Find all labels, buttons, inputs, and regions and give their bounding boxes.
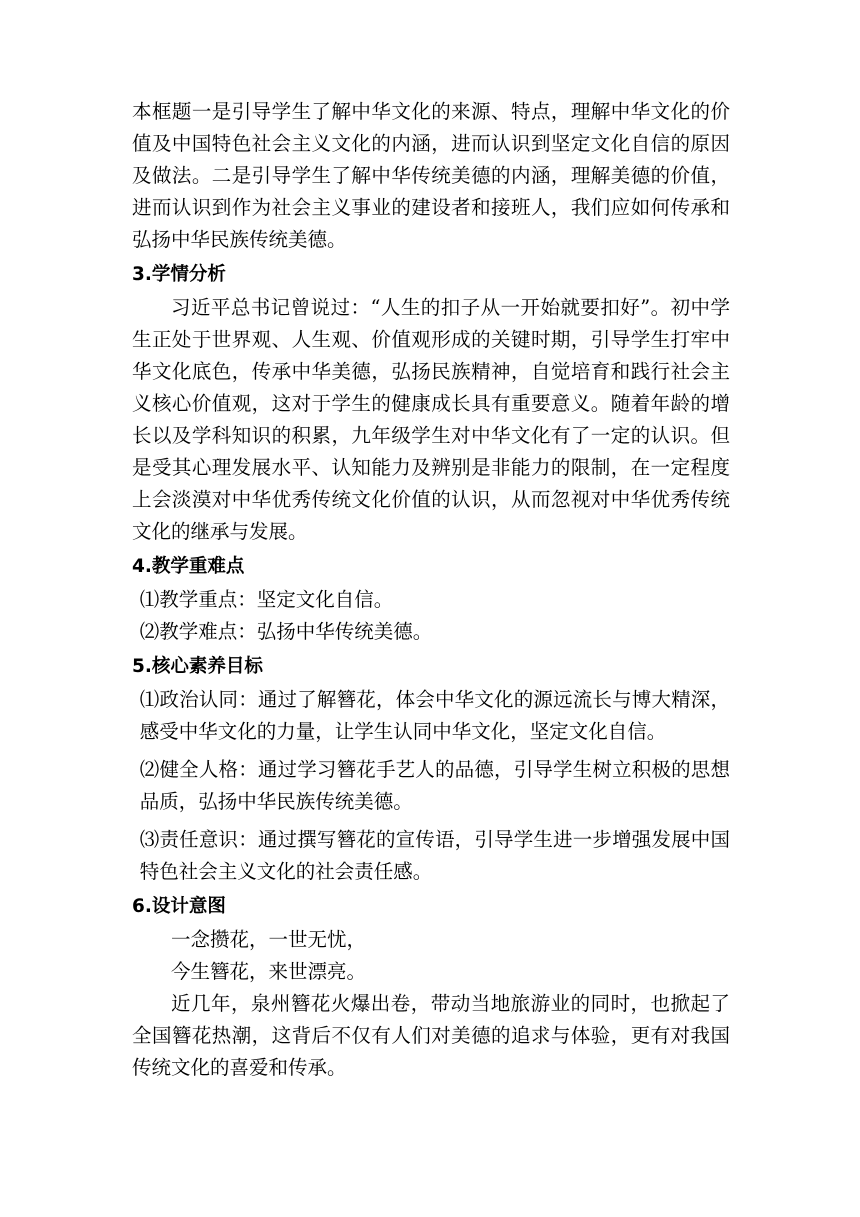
difficult-point-item: ⑵教学难点：弘扬中华传统美德。 <box>139 620 433 643</box>
section-heading-design-intent: 6.设计意图 <box>132 896 226 917</box>
poem-line: 一念攒花，一世无忧， <box>171 928 367 951</box>
learning-analysis-paragraph: 习近平总书记曾说过：“人生的扣子从一开始就要扣好”。初中学生正处于世界观、人生观、价值观形成的关键时期，引导学生打牢中华文化底色，传承中华美德，弘扬民族精神，自觉培育和践行社会主义核心价值观，这对于学生的健康成长具有重要意义。随着年龄的增长以及学科知识的积累，九年级学生对中华文化有了一定的认识。但是受其心理发展水平、认知能力及辨别是非能力的限制，在一定程度上会淡漠对中华优秀传统文化价值的认识，从而忽视对中华优秀传统文化的继承与发展。 <box>132 296 730 543</box>
section-heading-key-points: 4.教学重难点 <box>132 556 245 577</box>
poem-line: 今生簪花，来世漂亮。 <box>171 960 367 983</box>
section-heading-learning-analysis: 3.学情分析 <box>132 264 226 285</box>
key-point-item: ⑴教学重点：坚定文化自信。 <box>139 588 394 611</box>
goal-item-political: ⑴政治认同：通过了解簪花，体会中华文化的源远流长与博大精深，感受中华文化的力量，让学生认同中华文化，坚定文化自信。 <box>139 688 730 743</box>
section-heading-core-goals: 5.核心素养目标 <box>132 656 263 677</box>
intro-paragraph: 本框题一是引导学生了解中华文化的来源、特点，理解中华文化的价值及中国特色社会主义文化的内涵，进而认识到坚定文化自信的原因及做法。二是引导学生了解中华传统美德的内涵，理解美德的价值，进而认识到作为社会主义事业的建设者和接班人，我们应如何传承和弘扬中华民族传统美德。 <box>132 100 730 251</box>
document-page <box>132 96 730 1084</box>
design-intent-paragraph: 近几年，泉州簪花火爆出卷，带动当地旅游业的同时，也掀起了全国簪花热潮，这背后不仅有人们对美德的追求与体验，更有对我国传统文化的喜爱和传承。 <box>132 992 730 1079</box>
goal-item-responsibility: ⑶责任意识：通过撰写簪花的宣传语，引导学生进一步增强发展中国特色社会主义文化的社会责任感。 <box>139 828 730 883</box>
goal-item-personality: ⑵健全人格：通过学习簪花手艺人的品德，引导学生树立积极的思想品质，弘扬中华民族传统美德。 <box>139 758 730 813</box>
